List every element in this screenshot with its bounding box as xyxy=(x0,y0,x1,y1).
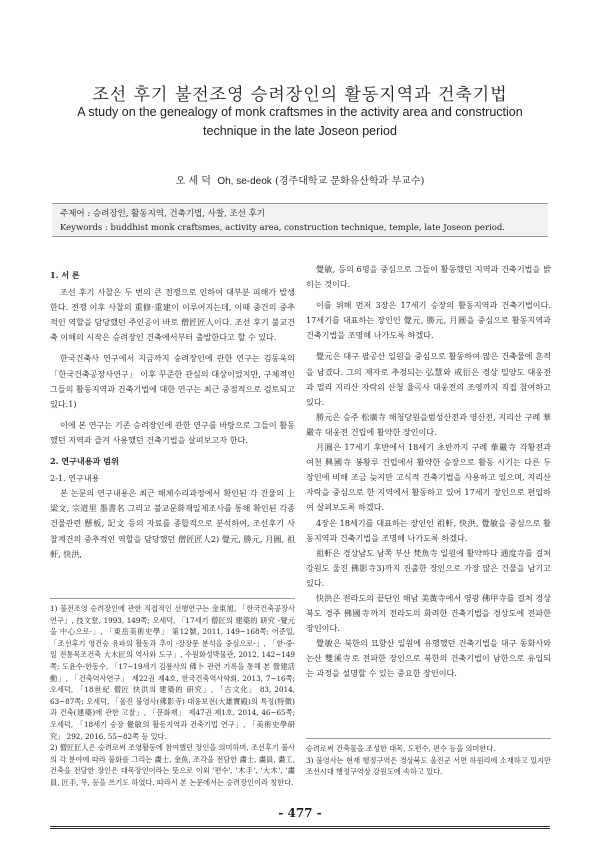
paragraph: 勝元은 승주 松廣寺 해청당원을범성산전과 영산전, 지리산 구례 華嚴寺 대웅전 건립에 활약한 장인이다. xyxy=(306,411,551,437)
page-number: - 477 - xyxy=(278,806,322,820)
right-column xyxy=(306,262,551,682)
footnote: 1) 불전조영 승려장인에 관한 직접적인 선행연구는 金東旭, 「한국건축공장사연구」, 技文堂, 1993, 149쪽; 오세덕, 「17세기 僧匠의 建築的 研究 -覺元을 中心으로-」, 「東岳美術史學」 第12號, 2011, 149~168쪽; 어준일, 「조선후기 영건승 유파의 활동과 추이 -장장문 분석을 중심으로-」, 「한·중·일 전통목조건축 大木匠의 역사와 도구」, 수원화성박물관, 2012, 142~149쪽; 도윤수·한동수, 「17~19세기 김룡사의 佛卜 관련 기록을 통해 본 營建活動」, 「건축역사연구」 제22권 제4호, 한국건축역사학회, 2013, 7~16쪽; 오세덕, 「18世紀 僧匠 快洪의 建築的 研究」, 「古文化」 83, 2014, 63~87쪽; 오세덕, 「울진 불영사(佛影寺) 대웅보전(大雄寶殿)의 특징(特徵)과 건축(建築)에 관한 고찰」, 「문화재」 제47권 제1호, 2014, 46~65쪽; 오세덕, 「18세기 승장 覺敏의 활동지역과 건축기법 연구」, 「美術史學研究」 292, 2016, 55~82쪽 등 있다. xyxy=(50,604,295,741)
paragraph: 覺元은 대구 팔공산 일원을 중심으로 활동하여 많은 건축물에 흔적을 남겼다. 그의 제자로 추정되는 弘慧와 戒衍은 경상 밀양도 대웅전과 멀리 지리산 자락의 산청 율곡사 대웅전의 조영까지 직접 참여하고 있다. xyxy=(306,351,551,407)
footnote: 3) 불영사는 현재 행정구역은 경상북도 울진군 서면 하원리에 소재하고 있지만 조선시대 행정구역상 강원도에 속하고 있다. xyxy=(306,755,551,777)
paragraph: 祖軒은 경상남도 남쪽 부산 梵魚寺 일원에 활약하다 通度寺를 걸쳐 강원도 울진 佛影寺3)까지 진출한 장인으로 가장 많은 건물을 남기고 있다. xyxy=(306,547,551,588)
paragraph: 본 논문의 연구내용은 최근 해체수리과정에서 확인된 각 건물의 上梁文, 宗道里 墨書名 그리고 불교문화재일제조사를 통해 확인된 각종 건물관련 懸板, 記文 등의 자료를 종합적으로 분석하여, 조선후기 사찰계건의 중추적인 역할을 담당했던 僧匠匠人2) 覺元, 勝元, 月圓, 祖軒, 快洪, xyxy=(50,488,295,559)
paragraph: 이에 본 연구는 기존 승려장인에 관한 연구를 바탕으로 그들이 활동했던 지역과 즐겨 사용했던 건축기법을 살펴보고자 한다. xyxy=(50,419,295,445)
footnotes-right xyxy=(306,738,551,778)
keywords-en: Keywords : buddhist monk craftsmes, activity area, construction technique, temple, late Joseon period. xyxy=(60,223,506,233)
page-divider xyxy=(50,826,550,829)
paragraph: 조선 후기 사찰은 두 번의 큰 전쟁으로 인하여 대부분 피해가 발생한다. 전쟁 이후 사찰의 重修·重建이 이루어지는데, 이때 중건의 중추적인 역할을 담당했던 주인공이 바로 僧匠匠人이다. 조선 후기 불교건축 이해의 시작은 승려장인 건축에서부터 출발한다고 할 수 있다. xyxy=(50,287,295,343)
paragraph: 月圓은 17세기 후반에서 18세기 초반까지 구례 華嚴寺 각황전과 여천 興國寺 봉황루 건립에서 활약한 승장으로 활동 시기는 다른 두 장인에 비해 조금 늦지만 고식적 건축기법을 사용하고 있으며, 지리산 자락을 중심으로 한 지역에서 활동하고 있어 17세기 장인으로 편입하여 살펴보도록 하겠다. xyxy=(306,442,551,513)
left-column xyxy=(50,262,295,562)
footnote: 승려로써 건축물을 조성한 대목, 도편수, 편수 등을 의미한다. xyxy=(306,744,496,753)
paragraph: 覺敏은 북한의 묘향산 일원에 유행했던 건축기법을 대구 동화사와 논산 雙溪寺로 전파한 장인으로 북한의 건축기법이 남한으로 유입되는 과정을 설명할 수 있는 중요한 장인이다. xyxy=(306,638,551,679)
subsection-heading: 2-1. 연구내용 xyxy=(50,473,100,484)
paragraph: 覺敏, 등의 6명을 중심으로 그들이 활동했던 지역과 건축기법을 밝히는 것이다. xyxy=(306,264,551,290)
paper-subtitle: A study on the genealogy of monk craftsmes in the activity area and construction technique in the late Joseon period xyxy=(77,105,523,138)
author-line xyxy=(0,172,600,187)
section-heading: 2. 연구내용과 범위 xyxy=(50,456,119,467)
author-name-en: Oh, se-deok xyxy=(217,176,272,187)
paragraph: 이를 위해 먼저 3장은 17세기 승장의 활동지역과 건축기법이다. 17세기를 대표하는 장인인 覺元, 勝元, 月圓을 중심으로 활동지역과 건축기법을 조명해 나가도록 하겠다. xyxy=(306,300,551,341)
paragraph: 快洪은 전라도의 끝단인 해남 美黃寺에서 영광 佛甲寺를 걸쳐 경상북도 경주 佛國寺까지 전라도의 화려한 건축기법을 경상도에 전파한 장인이다. xyxy=(306,592,551,634)
author-affiliation: (경주대학교 문화유산학과 부교수) xyxy=(274,176,425,187)
keywords-ko: 주제어 : 승려장인, 활동지역, 건축기법, 사찰, 조선 후기 xyxy=(60,209,266,219)
paragraph: 한국건축사 연구에서 지금까지 승려장인에 관한 연구는 김동욱의 「한국건축공장사연구」 이후 꾸준한 관심의 대상이었지만, 구체적인 그들의 활동지역과 건축기법에 대한 연구는 최근 중점적으로 검토되고 있다.1) xyxy=(50,353,295,409)
keywords-box xyxy=(52,203,548,237)
author-name-ko: 오 세 덕 xyxy=(175,176,211,187)
section-heading: 1. 서 론 xyxy=(50,270,80,280)
footnote: 2) 僧匠匠人은 승려로써 조영활동에 참여했던 장인을 의미하며, 조선후기 불사의 각 분야에 따라 불화를 그리는 畵士, 金魚, 조각을 전담한 畵士, 畵員, 畵工, 건축을 전담한 장인은 대목장인이라는 뜻으로 이외 '편수', '木手', '大木', '畵員, 匠手, 무, 등을 쓰기도 하였다. 따라서 본 논문에서는 승려장인이라 칭한다. xyxy=(50,743,295,787)
paper-title: 조선 후기 불전조영 승려장인의 활동지역과 건축기법 xyxy=(92,85,508,105)
footnotes-left xyxy=(50,598,295,789)
paragraph: 4장은 18세기를 대표하는 장인인 祖軒, 快洪, 覺敏을 중심으로 활동지역과 건축기법을 조명해 나가도록 하겠다. xyxy=(306,517,551,543)
